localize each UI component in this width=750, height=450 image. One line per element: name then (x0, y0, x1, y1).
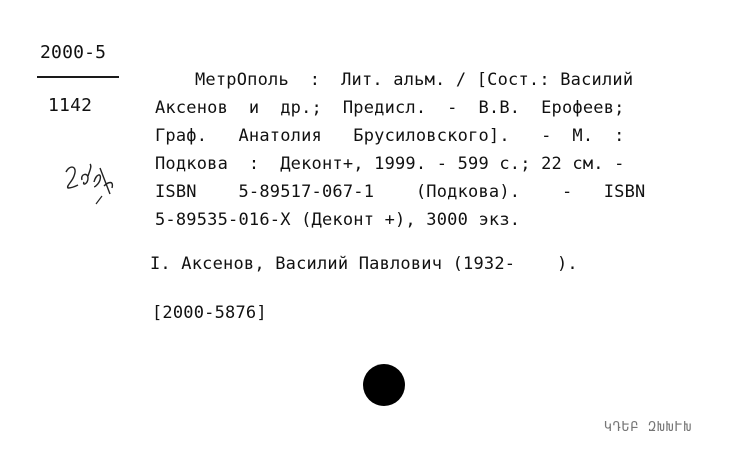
record-number: [2000-5876] (152, 303, 267, 323)
handwritten-mark (62, 158, 122, 212)
stamp-mark: ԿԴԵԲ ԶԽԽՒԽ (604, 420, 693, 435)
handwritten-mark-drawing (62, 158, 122, 208)
call-number-top: 2000-5 (40, 42, 107, 63)
description-line-5: ISBN 5-89517-067-1 (Подкова). - ISBN (155, 182, 646, 202)
description-line-3: Граф. Анатолия Брусиловского]. - М. : (155, 126, 625, 146)
call-number-divider (37, 76, 119, 78)
call-number-bottom: 1142 (48, 95, 93, 116)
punch-hole (363, 364, 405, 406)
description-line-4: Подкова : Деконт+, 1999. - 599 с.; 22 см. - (155, 154, 625, 174)
tracing-entry: I. Аксенов, Василий Павлович (1932- ). (150, 254, 578, 274)
description-line-1: МетрОполь : Лит. альм. / [Сост.: Василий (195, 70, 634, 90)
description-line-6: 5-89535-016-X (Деконт +), 3000 экз. (155, 210, 521, 230)
description-line-2: Аксенов и др.; Предисл. - В.В. Ерофеев; (155, 98, 625, 118)
